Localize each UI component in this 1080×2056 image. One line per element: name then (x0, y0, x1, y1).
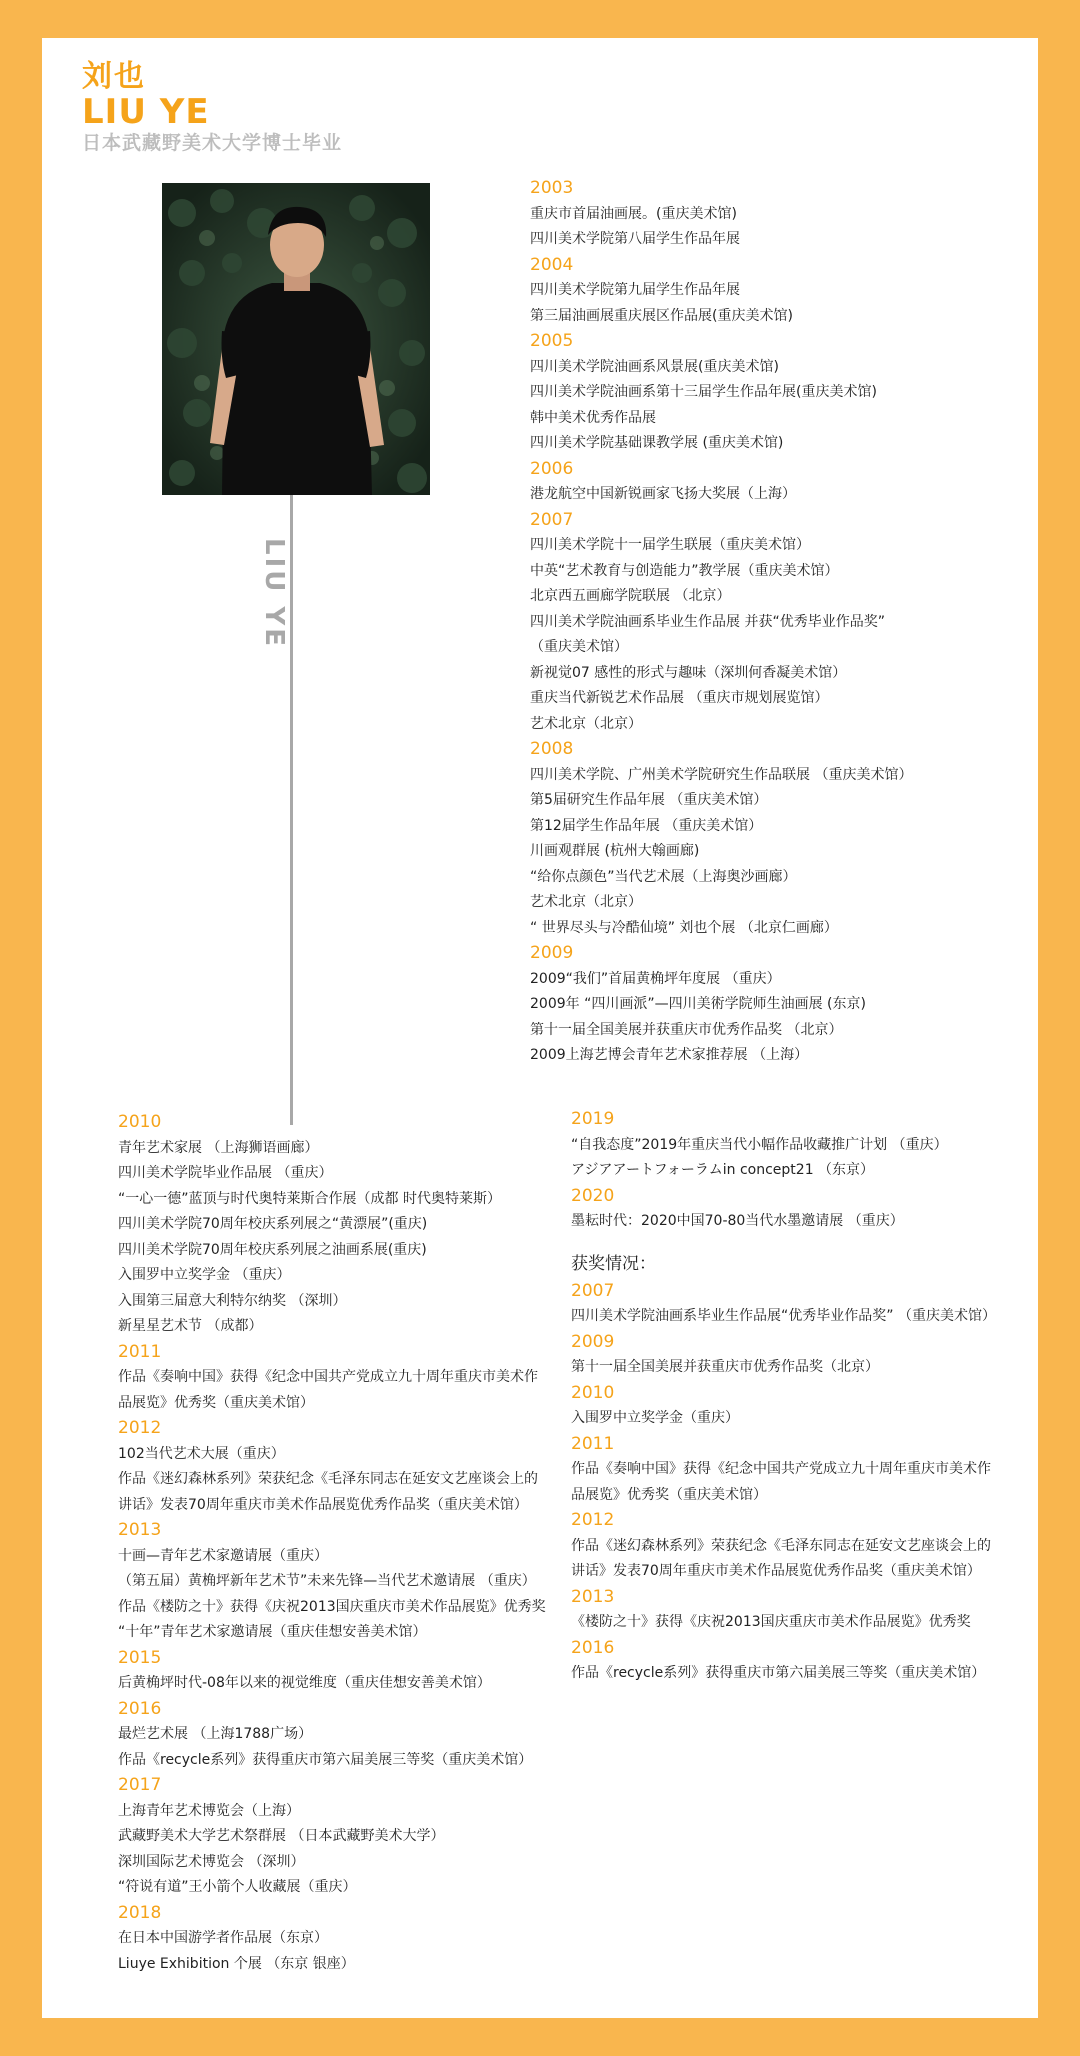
list-item: 入围罗中立奖学金 （重庆） (118, 1267, 291, 1283)
year-heading: 2006 (530, 458, 574, 479)
year-heading: 2007 (571, 1280, 615, 1301)
year-heading: 2018 (118, 1902, 162, 1923)
list-item: 《楼防之十》获得《庆祝2013国庆重庆市美术作品展览》优秀奖 (571, 1614, 971, 1630)
list-item: “自我态度”2019年重庆当代小幅作品收藏推广计划 （重庆） (571, 1136, 948, 1153)
list-item: 作品《奏响中国》获得《纪念中国共产党成立九十周年重庆市美术作 (571, 1461, 991, 1477)
list-item: 入围罗中立奖学金（重庆） (571, 1410, 739, 1426)
year-heading: 2008 (530, 739, 574, 759)
year-heading: 2020 (571, 1185, 615, 1206)
list-item: 2009“我们”首届黄桷坪年度展 （重庆） (530, 970, 781, 987)
list-item: 作品《楼防之十》获得《庆祝2013国庆重庆市美术作品展览》优秀奖 (118, 1598, 546, 1615)
artist-name-cn: 刘也 (82, 59, 146, 94)
list-item: 作品《迷幻森林系列》荣获纪念《毛泽东同志在延安文艺座谈会上的 (571, 1537, 991, 1554)
list-item: 讲话》发表70周年重庆市美术作品展览优秀作品奖（重庆美术馆） (118, 1496, 528, 1513)
list-item: “ 世界尽头与冷酷仙境” 刘也个展 （北京仁画廊） (530, 919, 838, 936)
list-item: 青年艺术家展 （上海狮语画廊） (118, 1139, 319, 1156)
year-heading: 2013 (118, 1520, 162, 1540)
list-item: 新视觉07 感性的形式与趣味（深圳何香凝美术馆） (530, 664, 847, 681)
list-item: 川画观群展 (杭州大翰画廊) (530, 843, 700, 859)
list-item: 重庆当代新锐艺术作品展 （重庆市规划展览馆） (530, 690, 829, 706)
year-heading: 2012 (118, 1418, 162, 1438)
list-item: 在日本中国游学者作品展（东京） (118, 1930, 328, 1946)
list-item: “符说有道”王小箭个人收藏展（重庆） (118, 1879, 357, 1895)
list-item: “给你点颜色”当代艺术展（上海奥沙画廊） (530, 868, 797, 885)
list-item: 后黄桷坪时代-08年以来的视觉维度（重庆佳想安善美术馆） (118, 1675, 491, 1691)
year-heading: 2010 (118, 1112, 162, 1132)
list-item: 中英“艺术教育与创造能力”教学展（重庆美术馆） (530, 562, 839, 579)
list-item: 作品《recycle系列》获得重庆市第六届美展三等奖（重庆美术馆） (571, 1665, 986, 1681)
year-heading: 2013 (571, 1586, 615, 1607)
list-item: “十年”青年艺术家邀请展（重庆佳想安善美术馆） (118, 1624, 427, 1640)
list-item: 墨耘时代：2020中国70-80当代水墨邀请展 （重庆） (571, 1213, 904, 1229)
list-item: 品展览》优秀奖（重庆美术馆） (571, 1486, 767, 1503)
list-item: 第十一届全国美展并获重庆市优秀作品奖 （北京） (530, 1021, 843, 1038)
list-item: 四川美术学院油画系第十三届学生作品年展(重庆美术馆) (530, 384, 877, 400)
list-item: Liuye Exhibition 个展 （东京 银座） (118, 1955, 355, 1972)
year-heading: 2003 (530, 178, 574, 198)
list-item: 102当代艺术大展（重庆） (118, 1445, 285, 1462)
vertical-artist-name: LIU YE (259, 538, 289, 649)
education-line: 日本武藏野美术大学博士毕业 (82, 132, 343, 154)
list-item: 重庆市首届油画展。(重庆美术馆) (530, 205, 737, 222)
list-item: 四川美术学院第八届学生作品年展 (530, 231, 740, 247)
artist-portrait-photo (162, 183, 430, 495)
list-item: 四川美术学院、广州美术学院研究生作品联展 （重庆美术馆） (530, 766, 913, 783)
year-heading: 2019 (571, 1109, 615, 1129)
year-heading: 2009 (530, 943, 574, 963)
list-item: 入围第三届意大利特尔纳奖 （深圳） (118, 1292, 347, 1309)
list-item: 韩中美术优秀作品展 (530, 409, 656, 426)
section-heading-awards: 获奖情况： (571, 1253, 656, 1274)
year-heading: 2017 (118, 1775, 162, 1795)
list-item: （第五届）黄桷坪新年艺术节”未来先锋—当代艺术邀请展 （重庆） (118, 1573, 536, 1589)
list-item: 第12届学生作品年展 （重庆美术馆） (530, 817, 763, 834)
artist-name-en: LIU YE (82, 92, 210, 132)
list-item: 四川美术学院油画系风景展(重庆美术馆) (530, 358, 779, 375)
list-item: 艺术北京（北京） (530, 715, 642, 732)
list-item: 四川美术学院十一届学生联展（重庆美术馆） (530, 537, 810, 553)
list-item: 作品《迷幻森林系列》荣获纪念《毛泽东同志在延安文艺座谈会上的 (118, 1471, 538, 1487)
list-item: 四川美术学院油画系毕业生作品展“优秀毕业作品奖” （重庆美术馆） (571, 1308, 996, 1324)
list-item: 四川美术学院基础课教学展 (重庆美术馆) (530, 435, 784, 451)
list-item: 四川美术学院毕业作品展 （重庆） (118, 1165, 333, 1181)
list-item: 2009上海艺博会青年艺术家推荐展 （上海） (530, 1047, 809, 1063)
list-item: 武藏野美术大学艺术祭群展 （日本武藏野美术大学） (118, 1828, 445, 1844)
exhibitions-2003-2009 (530, 176, 1010, 1069)
list-item: アジアアートフォーラムin concept21 （东京） (571, 1162, 875, 1178)
list-item: 四川美术学院油画系毕业生作品展 并获“优秀毕业作品奖” (530, 613, 885, 630)
list-item: 港龙航空中国新锐画家飞扬大奖展（上海） (530, 486, 796, 502)
list-item: 作品《奏响中国》获得《纪念中国共产党成立九十周年重庆市美术作 (118, 1369, 538, 1385)
list-item: “一心一德”蓝顶与时代奥特莱斯合作展（成都 时代奥特莱斯） (118, 1190, 501, 1207)
list-item: 艺术北京（北京） (530, 894, 642, 910)
list-item: 品展览》优秀奖（重庆美术馆） (118, 1394, 314, 1411)
list-item: 四川美术学院70周年校庆系列展之油画系展(重庆) (118, 1241, 427, 1258)
list-item: （重庆美术馆） (530, 639, 628, 655)
list-item: 最烂艺术展 （上海1788广场） (118, 1726, 313, 1742)
year-heading: 2007 (530, 509, 574, 530)
year-heading: 2012 (571, 1510, 615, 1530)
exhibitions-2019-2020-and-awards (571, 1107, 1021, 1687)
year-heading: 2010 (571, 1382, 615, 1403)
list-item: 上海青年艺术博览会（上海） (118, 1802, 300, 1819)
list-item: 第5届研究生作品年展 （重庆美术馆） (530, 792, 768, 808)
list-item: 2009年 “四川画派”—四川美術学院师生油画展 (东京) (530, 996, 866, 1012)
resume-page (42, 38, 1038, 2018)
year-heading: 2005 (530, 331, 574, 351)
year-heading: 2011 (571, 1433, 615, 1454)
list-item: 第十一届全国美展并获重庆市优秀作品奖（北京） (571, 1359, 879, 1375)
year-heading: 2016 (571, 1637, 615, 1658)
list-item: 四川美术学院70周年校庆系列展之“黄漂展”(重庆) (118, 1216, 428, 1232)
year-heading: 2015 (118, 1647, 162, 1668)
list-item: 讲话》发表70周年重庆市美术作品展览优秀作品奖（重庆美术馆） (571, 1563, 981, 1579)
list-item: 北京西五画廊学院联展 （北京） (530, 588, 731, 604)
year-heading: 2004 (530, 254, 574, 275)
year-heading: 2009 (571, 1331, 615, 1352)
year-heading: 2011 (118, 1341, 162, 1362)
list-item: 十画—青年艺术家邀请展（重庆） (118, 1547, 328, 1564)
list-item: 第三届油画展重庆展区作品展(重庆美术馆) (530, 307, 793, 324)
list-item: 作品《recycle系列》获得重庆市第六届美展三等奖（重庆美术馆） (118, 1751, 533, 1768)
list-item: 四川美术学院第九届学生作品年展 (530, 282, 740, 298)
exhibitions-2010-2018 (118, 1110, 558, 1977)
list-item: 新星星艺术节 （成都） (118, 1318, 263, 1334)
list-item: 深圳国际艺术博览会 （深圳） (118, 1853, 305, 1870)
portrait-illustration (162, 183, 430, 495)
year-heading: 2016 (118, 1698, 162, 1719)
